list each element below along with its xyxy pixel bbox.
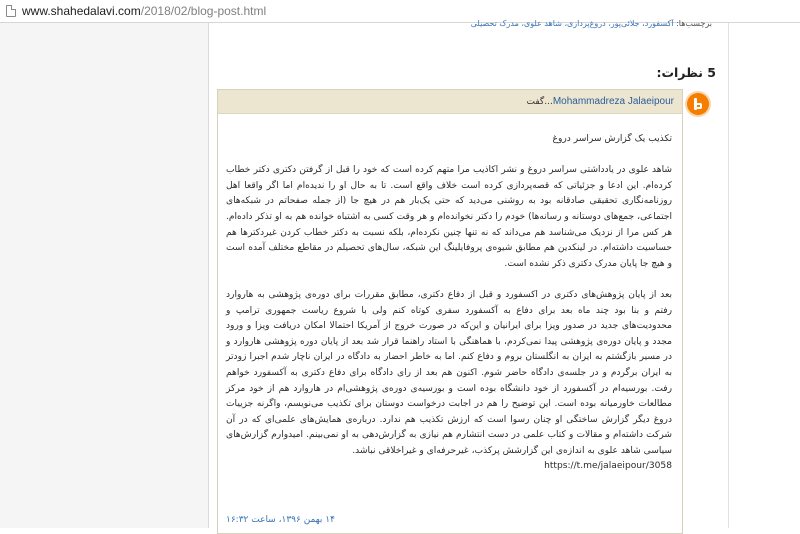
page-icon (6, 5, 16, 17)
post-content (209, 19, 728, 528)
comment-paragraph-text: بعد از پایان پژوهش‌های دکتری در اکسفورد و قبل از دفاع دکتری، مطابق مقررات برای دوره‌ی پژوهشی به هاروارد رفتم و بنا بود چند ماه بعد برای دفاع به آکسفورد سفری کوتاه کنم ولی با شروع ریاست جمهوری ترامپ و محدودیت‌های جدید در صدور ویزا برای ایرانیان و این‌که در صورت خروج از آمریکا احتمالا امکان دریافت ویزا و ورود مجدد و پایان دوره‌ی پژوهشی پیدا نمی‌کردم، با هماهنگی با استاد راهنما قرار شد بعد از پایان دوره پژوهشی هاروارد و در مسیر بازگشتم به ایران به انگلستان بروم و دفاع کنم. اما به خاطر احضار به دادگاه در ایران ناچار شدم اجبرا زودتر به ایران برگردم و در جلسه‌ی دادگاه حاضر شوم. اکنون هم بعد از رای دادگاه برای دفاع دکتری به آکسفورد خواهم رفت. بورسیه‌ام در آکسفورد از خود دانشگاه بوده است و بورسیه‌ی دوره‌ی پژوهشی‌ام در هاروارد هم از خود مرکز مطالعات خاورمیانه بوده است. این توضیح را هم در اجابت درخواست دوستان برای تکذیب می‌نویسم، واگرنه جزییات دروغ دیگر گزارش ساختگی او چنان رسوا است که ارزش تکذیب هم ندارد. درباره‌ی همایش‌های علمی‌ای که در آن شرکت داشته‌ام و مقالات و کتاب علمی در دست انتشارم هم نیازی به گزارش‌دهی به او نمی‌بینم. امیدوارم گزارش‌های سیاسی شاهد علوی به اندازه‌ی این گزارشش پرکذب، غیرحرفه‌ای و غیراخلاقی نباشد. (226, 289, 672, 456)
comment-paragraph (226, 288, 672, 475)
labels-caption: برچسب‌ها: (676, 19, 712, 28)
url-domain[interactable]: www.shahedalavi.com (22, 4, 141, 18)
blogger-icon[interactable] (687, 93, 709, 115)
blogger-b-glyph (693, 98, 703, 110)
comment-header (218, 90, 682, 114)
post-labels (232, 19, 712, 33)
right-margin (728, 23, 800, 528)
comment-title: تکذیب یک گزارش سراسر دروغ (552, 134, 672, 144)
labels-links[interactable]: آکسفورد، جلائی‌پور، دروغ‌پردازی، شاهد علوی، مدرک تحصیلی (470, 19, 674, 28)
comment-author-link[interactable]: Mohammadreza Jalaeipour (552, 96, 674, 107)
comment-body (226, 132, 672, 475)
comments-heading: 5 نظرات: (656, 65, 716, 80)
url-path[interactable]: /2018/02/blog-post.html (140, 4, 267, 18)
comment-said: گفت... (526, 96, 553, 107)
comment-timestamp[interactable]: ۱۴ بهمن ۱۳۹۶، ساعت ۱۶:۳۲ (226, 515, 335, 525)
comment-paragraph: شاهد علوی در یادداشتی سراسر دروغ و نشر اکاذیب مرا متهم کرده است که خود را قبل از گرفتن دکتری دکتر خطاب کرده‌ام. این ادعا و جزئیاتی که قصه‌پردازی کرده است خلاف واقع است. تا به حال او را ندیده‌ام اما اگر واقعا اهل روزنامه‌نگاری تحقیقی صادقانه بود به روشنی می‌دید که حتی یک‌بار هم در هیچ جا (از جمله صفحاتم در شبکه‌های اجتماعی، جمع‌های دوستانه و رسانه‌ها) خودم را دکتر نخوانده‌ام و هر وقت کسی به اشتباه خوانده هم به او تذکر داده‌ام. هر کس مرا از نزدیک می‌شناسد هم می‌داند که نه تنها چنین نکرده‌ام، بلکه نسبت به دکتر خطاب کردن غیردکترها هم حساسیت داشته‌ام. در لینکدین هم مطابق شیوه‌ی پروفایلینگ این شبکه، سال‌های تحصیلم در مقاطع مختلف آمده است و هیچ جا پایان مدرک دکتری ذکر نشده است. (226, 165, 672, 269)
comment-telegram-link[interactable]: https://t.me/jalaeipour/3058 (544, 461, 672, 472)
comment-block (217, 89, 683, 534)
left-margin (0, 23, 209, 528)
